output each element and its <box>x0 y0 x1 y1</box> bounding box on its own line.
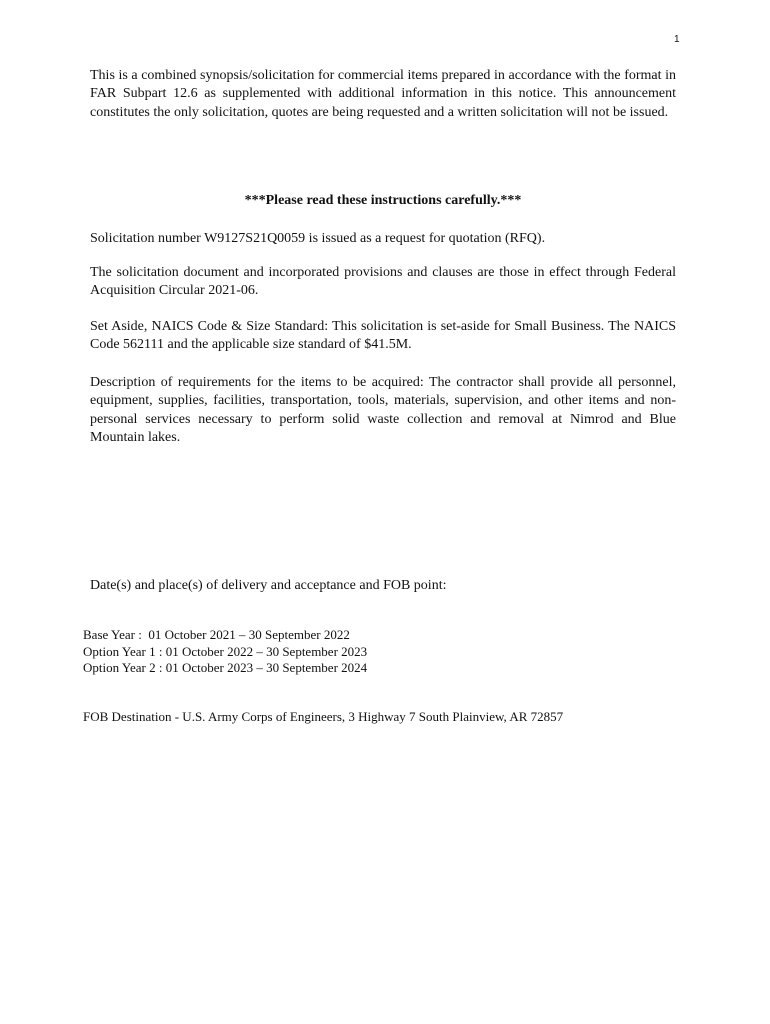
instructions-heading: ***Please read these instructions carefully.*** <box>244 193 522 208</box>
provisions-paragraph: The solicitation document and incorporated provisions and clauses are those in effect through Federal Acquisition Circular 2021-06. <box>90 265 676 299</box>
description-paragraph: Description of requirements for the items to be acquired: The contractor shall provide all personnel, equipment, supplies, facilities, transportation, tools, materials, supervision, and other items and non-personal services necessary to perform solid waste collection and removal at Nimrod and Blue Mountain lakes. <box>90 375 676 445</box>
set-aside-paragraph: Set Aside, NAICS Code & Size Standard: This solicitation is set-aside for Small Business. The NAICS Code 562111 and the applicable size standard of $41.5M. <box>90 319 676 353</box>
fob-destination: FOB Destination - U.S. Army Corps of Engineers, 3 Highway 7 South Plainview, AR 72857 <box>83 709 564 724</box>
intro-paragraph: This is a combined synopsis/solicitation for commercial items prepared in accordance with the format in FAR Subpart 12.6 as supplemented with additional information in this notice. This announcement constitutes the only solicitation, quotes are being requested and a written solicitation will not be issued. <box>90 68 676 120</box>
period-base-year: Base Year : 01 October 2021 – 30 September 2022 <box>83 627 350 642</box>
period-option-year-1: Option Year 1 : 01 October 2022 – 30 September 2023 <box>83 643 368 659</box>
delivery-heading: Date(s) and place(s) of delivery and acceptance and FOB point: <box>90 578 447 593</box>
page-number: 1 <box>674 34 680 45</box>
performance-periods <box>83 627 367 677</box>
period-option-year-2: Option Year 2 : 01 October 2023 – 30 September 2024 <box>83 660 368 675</box>
solicitation-number-paragraph: Solicitation number W9127S21Q0059 is issued as a request for quotation (RFQ). <box>90 231 546 246</box>
